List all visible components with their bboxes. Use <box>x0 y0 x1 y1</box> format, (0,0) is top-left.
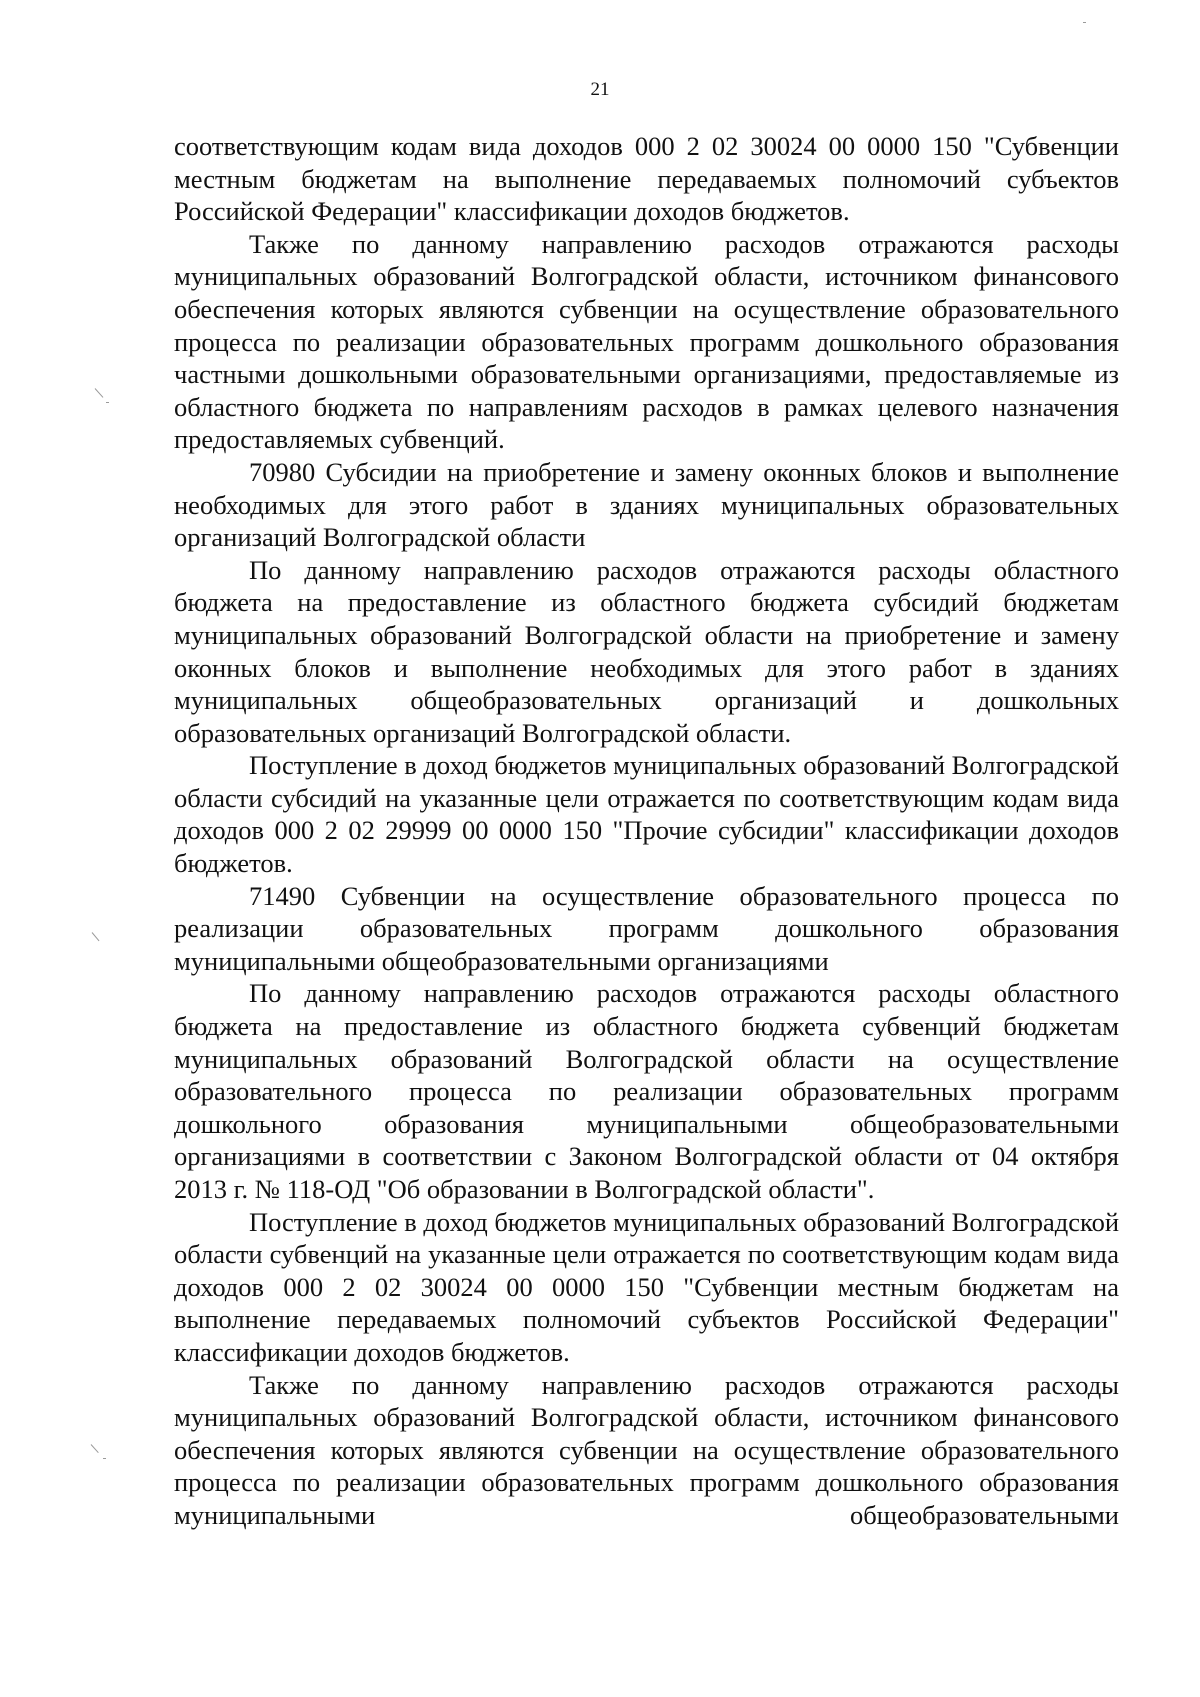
paragraph-70980-description: По данному направлению расходов отражаются расходы областного бюджета на предоставление из областного бюджета субсидий бюджетам муниципальных образований Волгоградской области на приобретение и замену оконных блоков и выполнение необходимых для этого работ в зданиях муниципальных общеобразовательных организаций и дошкольных образовательных организаций Волгоградской области. <box>174 554 1119 748</box>
page-number: 21 <box>590 79 610 100</box>
scan-speck <box>95 388 104 398</box>
document-body <box>174 130 1119 1532</box>
paragraph-71490-description: По данному направлению расходов отражаются расходы областного бюджета на предоставление из областного бюджета субвенций бюджетам муниципальных образований Волгоградской области на осуществление образовательного процесса по реализации образовательных программ дошкольного образования муниципальными общеобразовательными организациями в соответствии с Законом Волгоградской области от 04 октября 2013 г. № 118-ОД "Об образовании в Волгоградской области". <box>174 978 1119 1204</box>
scan-speck <box>1083 22 1086 23</box>
paragraph-70980-income-codes: Поступление в доход бюджетов муниципальных образований Волгоградской области субсидий на указанные цели отражается по соответствующим кодам вида доходов 000 2 02 29999 00 0000 150 "Прочие субсидии" классификации доходов бюджетов. <box>174 750 1119 879</box>
paragraph-heading-71490: 71490 Субвенции на осуществление образовательного процесса по реализации образовательных программ дошкольного образования муниципальными общеобразовательными организациями <box>174 880 1119 976</box>
scan-speck <box>92 932 100 941</box>
paragraph-71490-municipal-expenses: Также по данному направлению расходов отражаются расходы муниципальных образований Волгоградской области, источником финансового обеспечения которых являются субвенции на осуществление образовательного процесса по реализации образовательных программ дошкольного образования муниципальными общеобразовательными <box>174 1369 1119 1530</box>
scan-speck <box>103 1458 106 1459</box>
paragraph-municipal-expenses-private-preschool: Также по данному направлению расходов отражаются расходы муниципальных образований Волгоградской области, источником финансового обеспечения которых являются субвенции на осуществление образовательного процесса по реализации образовательных программ дошкольного образования частными дошкольными образовательными организациями, предоставляемые из областного бюджета по направлениям расходов в рамках целевого назначения предоставляемых субвенций. <box>174 228 1119 455</box>
scan-speck <box>106 402 109 403</box>
paragraph-heading-70980: 70980 Субсидии на приобретение и замену оконных блоков и выполнение необходимых для этого работ в зданиях муниципальных образовательных организаций Волгоградской области <box>174 456 1119 553</box>
paragraph-71490-income-codes: Поступление в доход бюджетов муниципальных образований Волгоградской области субвенций на указанные цели отражается по соответствующим кодам вида доходов 000 2 02 30024 00 0000 150 "Субвенции местным бюджетам на выполнение передаваемых полномочий субъектов Российской Федерации" классификации доходов бюджетов. <box>174 1206 1119 1367</box>
paragraph-income-codes-continuation: соответствующим кодам вида доходов 000 2 02 30024 00 0000 150 "Субвенции местным бюджетам на выполнение передаваемых полномочий субъектов Российской Федерации" классификации доходов бюджетов. <box>174 131 1119 227</box>
scan-speck <box>91 1444 99 1453</box>
